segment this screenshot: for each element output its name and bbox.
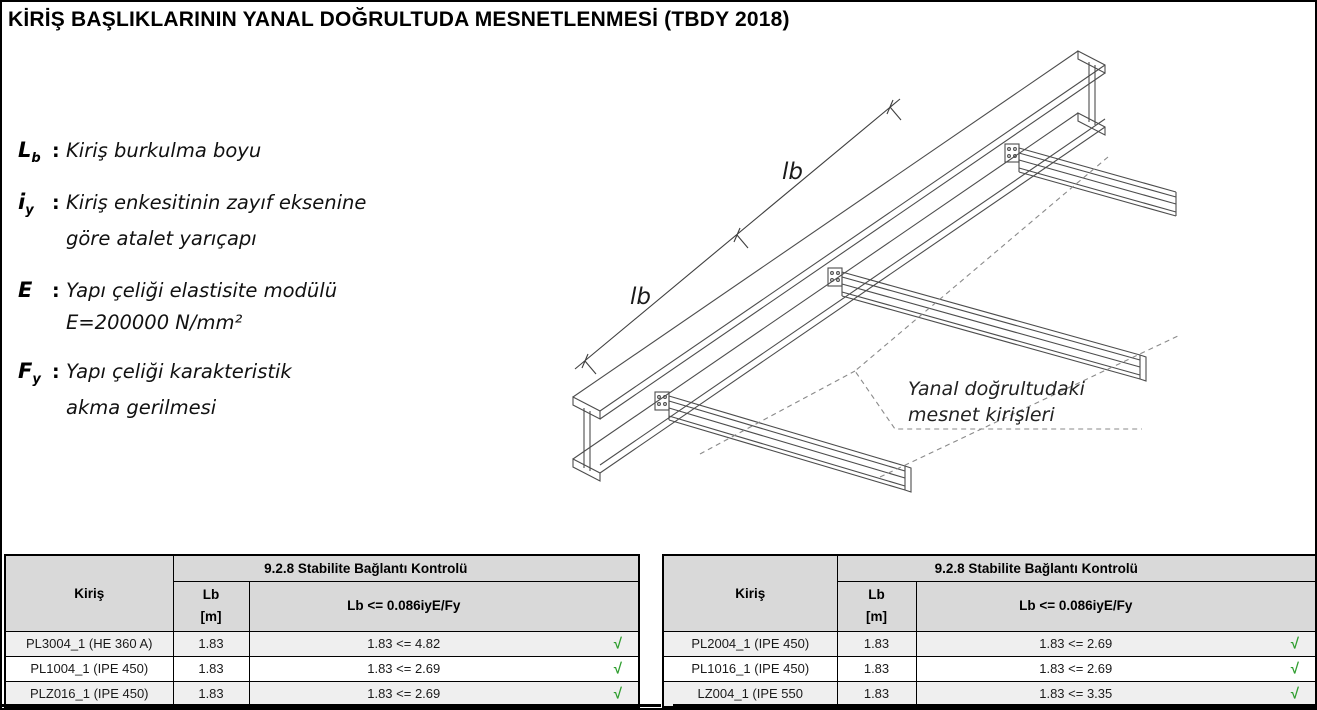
definition-e-text: Yapı çeliği elastisite modülü — [66, 279, 338, 302]
bracing-beam-top — [1019, 148, 1176, 216]
definition-e — [18, 278, 337, 334]
colon: : — [52, 140, 60, 162]
stability-check-table-left — [4, 554, 640, 708]
lb-value: 1.83 — [837, 631, 916, 656]
lb-value: 1.83 — [173, 681, 249, 707]
definition-fy-text2: akma gerilmesi — [66, 396, 217, 420]
bracing-beam-middle — [842, 272, 1146, 381]
table-row — [5, 656, 639, 681]
check-expression: 1.83 <= 2.69 √ — [916, 656, 1316, 681]
beam-name: PL1004_1 (IPE 450) — [5, 656, 173, 681]
check-expression: 1.83 <= 2.69 √ — [249, 656, 639, 681]
check-icon: √ — [613, 685, 622, 702]
lb-value: 1.83 — [837, 681, 916, 707]
definition-fy — [18, 359, 292, 419]
beam-name: PL2004_1 (IPE 450) — [663, 631, 837, 656]
term-fy: $F_y$ — [18, 359, 41, 388]
colon: : — [52, 361, 60, 383]
dim-label-lb-lower: lb — [630, 284, 651, 310]
header-lb: Lb [m] — [173, 581, 249, 631]
dim-label-lb-upper: lb — [782, 159, 803, 185]
table-row — [5, 631, 639, 656]
definition-fy-text: Yapı çeliği karakteristik — [66, 360, 292, 383]
annotation-line2: mesnet kirişleri — [908, 404, 1055, 426]
check-expression: 1.83 <= 4.82 √ — [249, 631, 639, 656]
beam-name: PL1016_1 (IPE 450) — [663, 656, 837, 681]
lb-value: 1.83 — [837, 656, 916, 681]
table-row — [663, 681, 1316, 707]
definition-lb-text: Kiriş burkulma boyu — [66, 139, 262, 162]
definition-iy — [18, 190, 366, 250]
bolted-connection-plates — [655, 144, 1019, 410]
definition-iy-text2: göre atalet yarıçapı — [66, 227, 257, 251]
lb-value: 1.83 — [173, 631, 249, 656]
term-iy: $i_y$ — [18, 190, 34, 219]
term-lb: $L_b$ — [18, 138, 41, 167]
colon: : — [52, 192, 60, 214]
bottom-rule-right — [673, 704, 1317, 707]
check-expression: 1.83 <= 3.35 √ — [916, 681, 1316, 707]
header-group: 9.2.8 Stabilite Bağlantı Kontrolü — [173, 555, 639, 581]
bottom-rule-left — [2, 704, 661, 707]
header-kiris: Kiriş — [663, 555, 837, 631]
check-icon: √ — [613, 635, 622, 652]
term-e: E — [18, 278, 33, 302]
table-row — [663, 631, 1316, 656]
check-icon: √ — [1290, 685, 1299, 702]
bracing-beam-bottom — [669, 396, 911, 492]
colon: : — [52, 280, 60, 302]
check-icon: √ — [1290, 660, 1299, 677]
beam-name: LZ004_1 (IPE 550 — [663, 681, 837, 707]
header-kiris: Kiriş — [5, 555, 173, 631]
lb-value: 1.83 — [173, 656, 249, 681]
beam-bracing-diagram — [560, 44, 1220, 504]
annotation-line1: Yanal doğrultudaki — [908, 378, 1085, 400]
definition-lb — [18, 138, 261, 166]
table-row — [663, 656, 1316, 681]
header-lb: Lb [m] — [837, 581, 916, 631]
check-icon: √ — [1290, 635, 1299, 652]
header-group: 9.2.8 Stabilite Bağlantı Kontrolü — [837, 555, 1316, 581]
beam-name: PLZ016_1 (IPE 450) — [5, 681, 173, 707]
stability-check-table-right — [662, 554, 1317, 708]
dimension-line — [575, 99, 901, 374]
check-expression: 1.83 <= 2.69 √ — [249, 681, 639, 707]
check-icon: √ — [613, 660, 622, 677]
header-formula: Lb <= 0.086iyE/Fy — [249, 581, 639, 631]
beam-name: PL3004_1 (HE 360 A) — [5, 631, 173, 656]
page-title: KİRİŞ BAŞLIKLARININ YANAL DOĞRULTUDA MESNETLENMESİ (TBDY 2018) — [8, 8, 790, 31]
definition-e-text2: E=200000 N/mm² — [66, 311, 243, 334]
check-expression: 1.83 <= 2.69 √ — [916, 631, 1316, 656]
definition-iy-text: Kiriş enkesitinin zayıf eksenine — [66, 191, 367, 214]
table-row — [5, 681, 639, 707]
header-formula: Lb <= 0.086iyE/Fy — [916, 581, 1316, 631]
